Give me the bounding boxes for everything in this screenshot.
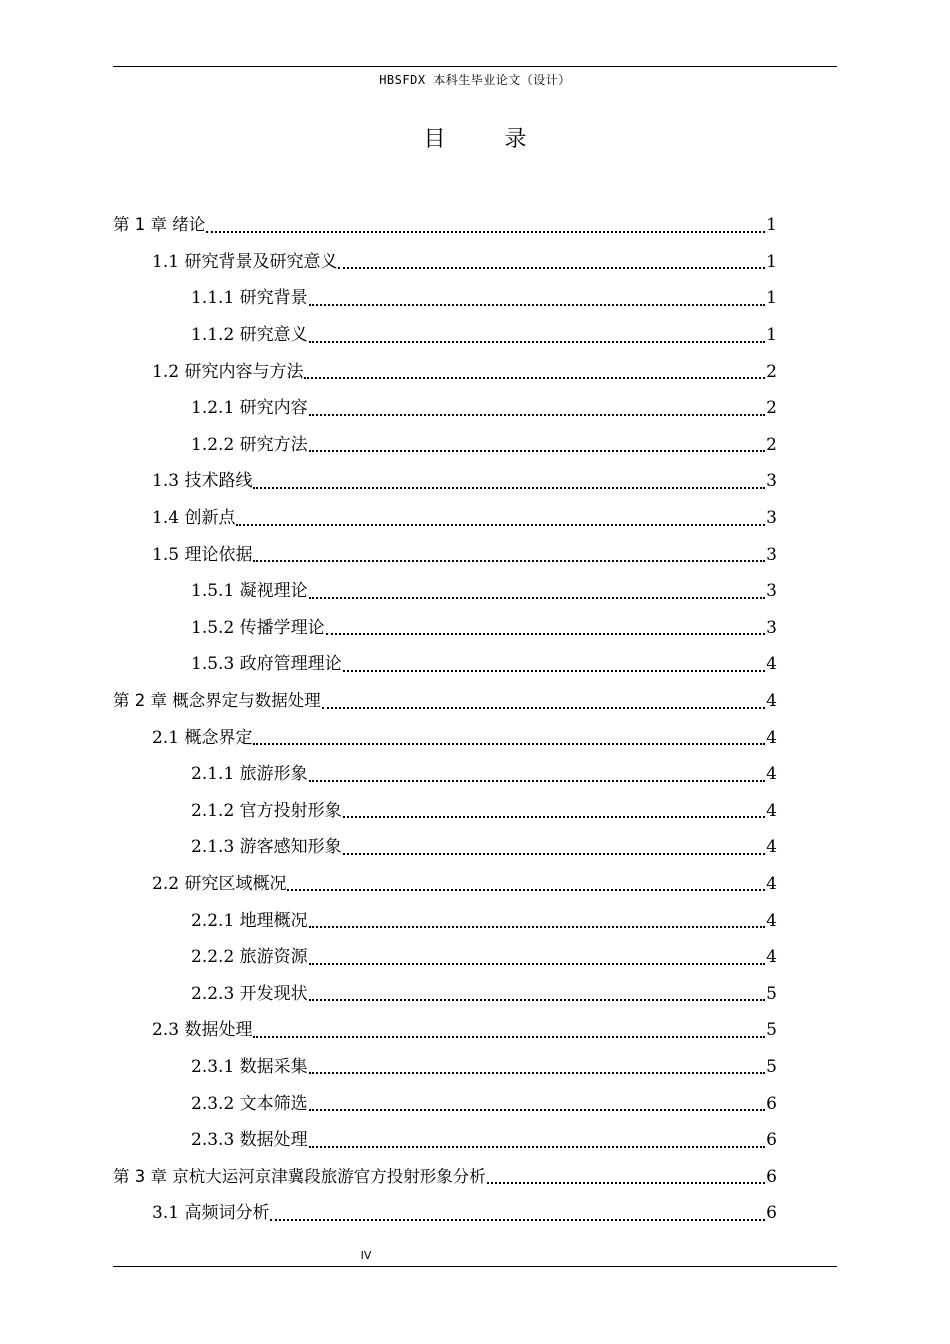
toc-entry-page: 2 (766, 398, 777, 419)
toc-entry-label: 2.3.1 数据采集 (191, 1056, 308, 1077)
toc-entry-label: 1.1.2 研究意义 (191, 325, 308, 346)
toc-entry[interactable] (113, 207, 777, 244)
toc-entry[interactable] (113, 1122, 777, 1159)
toc-entry[interactable] (113, 646, 777, 683)
toc-entry[interactable] (113, 317, 777, 354)
toc-dot-leader (253, 559, 765, 562)
toc-entry-label: 1.2.1 研究内容 (191, 398, 308, 419)
toc-dot-leader (343, 815, 766, 818)
header-rule (113, 66, 837, 67)
toc-dot-leader (206, 230, 765, 233)
toc-dot-leader (343, 669, 766, 672)
toc-entry[interactable] (113, 463, 777, 500)
toc-entry-page: 4 (766, 691, 777, 712)
table-of-contents (113, 207, 777, 1232)
toc-entry[interactable] (113, 536, 777, 573)
footer-rule (113, 1266, 837, 1267)
toc-entry-page: 4 (766, 873, 777, 894)
toc-dot-leader (253, 486, 765, 489)
toc-entry-label: 第 2 章 概念界定与数据处理 (113, 691, 321, 711)
toc-dot-leader (309, 998, 766, 1001)
toc-entry[interactable] (113, 1012, 777, 1049)
toc-entry[interactable] (113, 427, 777, 464)
toc-entry-label: 1.5.1 凝视理论 (191, 581, 308, 602)
toc-entry[interactable] (113, 353, 777, 390)
toc-entry-label: 3.1 高频词分析 (152, 1203, 270, 1224)
toc-entry-label: 2.3.3 数据处理 (191, 1130, 308, 1151)
toc-dot-leader (236, 523, 765, 526)
toc-dot-leader (309, 340, 766, 343)
toc-dot-leader (309, 303, 766, 306)
toc-entry-page: 2 (766, 361, 777, 382)
toc-title: 目 录 (423, 127, 553, 152)
toc-entry[interactable] (113, 244, 777, 281)
toc-entry-page: 5 (766, 1020, 777, 1041)
toc-dot-leader (287, 888, 765, 891)
toc-dot-leader (253, 742, 765, 745)
toc-entry-label: 2.2 研究区域概况 (152, 873, 287, 894)
toc-entry[interactable] (113, 829, 777, 866)
toc-entry-label: 2.1.2 官方投射形象 (191, 800, 342, 821)
toc-dot-leader (326, 632, 766, 635)
toc-dot-leader (309, 413, 766, 416)
toc-entry-label: 2.3 数据处理 (152, 1020, 253, 1041)
toc-entry[interactable] (113, 280, 777, 317)
toc-entry[interactable] (113, 1195, 777, 1232)
running-header: HBSFDX 本科生毕业论文（设计） (379, 73, 571, 87)
toc-entry-page: 4 (766, 654, 777, 675)
toc-entry-page: 3 (766, 617, 777, 638)
toc-entry-page: 1 (766, 251, 777, 272)
toc-dot-leader (309, 1108, 766, 1111)
toc-entry-page: 6 (766, 1130, 777, 1151)
toc-entry-label: 2.1 概念界定 (152, 727, 253, 748)
toc-entry-label: 1.5 理论依据 (152, 544, 253, 565)
toc-entry[interactable] (113, 1049, 777, 1086)
footer-page-number: IV (360, 1249, 372, 1262)
toc-dot-leader (309, 779, 766, 782)
toc-entry-page: 3 (766, 581, 777, 602)
toc-entry-page: 4 (766, 837, 777, 858)
toc-entry[interactable] (113, 756, 777, 793)
toc-entry[interactable] (113, 500, 777, 537)
toc-dot-leader (309, 449, 766, 452)
toc-entry-label: 1.2 研究内容与方法 (152, 361, 304, 382)
toc-entry[interactable] (113, 573, 777, 610)
toc-entry-label: 1.4 创新点 (152, 508, 236, 529)
toc-dot-leader (309, 925, 766, 928)
toc-entry-page: 1 (766, 325, 777, 346)
toc-entry-page: 4 (766, 947, 777, 968)
toc-entry[interactable] (113, 939, 777, 976)
toc-entry-page: 1 (766, 288, 777, 309)
toc-entry-page: 5 (766, 1056, 777, 1077)
toc-entry-page: 4 (766, 764, 777, 785)
toc-dot-leader (309, 1071, 766, 1074)
toc-dot-leader (309, 596, 766, 599)
toc-entry[interactable] (113, 793, 777, 830)
toc-entry[interactable] (113, 610, 777, 647)
toc-entry[interactable] (113, 390, 777, 427)
toc-entry-label: 1.5.3 政府管理理论 (191, 654, 342, 675)
toc-entry-label: 1.1 研究背景及研究意义 (152, 251, 338, 272)
toc-entry-page: 4 (766, 727, 777, 748)
toc-entry-label: 第 3 章 京杭大运河京津冀段旅游官方投射形象分析 (113, 1166, 486, 1186)
toc-entry-label: 2.2.3 开发现状 (191, 983, 308, 1004)
toc-entry-label: 第 1 章 绪论 (113, 215, 206, 235)
toc-entry-label: 2.3.2 文本筛选 (191, 1093, 308, 1114)
toc-entry-label: 2.1.1 旅游形象 (191, 764, 308, 785)
toc-entry-page: 2 (766, 434, 777, 455)
toc-entry[interactable] (113, 719, 777, 756)
toc-entry[interactable] (113, 866, 777, 903)
toc-dot-leader (487, 1181, 765, 1184)
toc-entry-label: 2.1.3 游客感知形象 (191, 837, 342, 858)
toc-entry-page: 3 (766, 508, 777, 529)
toc-entry-label: 2.2.1 地理概况 (191, 910, 308, 931)
toc-entry-page: 4 (766, 910, 777, 931)
toc-entry-label: 1.3 技术路线 (152, 471, 253, 492)
toc-entry-page: 3 (766, 471, 777, 492)
toc-dot-leader (253, 1035, 765, 1038)
toc-entry[interactable] (113, 1085, 777, 1122)
toc-entry[interactable] (113, 975, 777, 1012)
toc-entry[interactable] (113, 902, 777, 939)
toc-dot-leader (338, 266, 765, 269)
toc-entry-page: 5 (766, 983, 777, 1004)
toc-dot-leader (304, 376, 765, 379)
toc-entry[interactable] (113, 1158, 777, 1195)
toc-dot-leader (309, 1145, 766, 1148)
toc-dot-leader (343, 852, 766, 855)
toc-entry-label: 1.1.1 研究背景 (191, 288, 308, 309)
toc-dot-leader (322, 706, 765, 709)
toc-entry-label: 1.2.2 研究方法 (191, 434, 308, 455)
toc-entry-page: 6 (766, 1203, 777, 1224)
toc-entry-label: 2.2.2 旅游资源 (191, 947, 308, 968)
toc-dot-leader (270, 1218, 765, 1221)
toc-dot-leader (309, 962, 766, 965)
toc-entry-page: 6 (766, 1093, 777, 1114)
toc-entry-label: 1.5.2 传播学理论 (191, 617, 325, 638)
toc-entry[interactable] (113, 683, 777, 720)
toc-entry-page: 3 (766, 544, 777, 565)
toc-entry-page: 1 (766, 215, 777, 236)
toc-entry-page: 4 (766, 800, 777, 821)
toc-entry-page: 6 (766, 1166, 777, 1187)
